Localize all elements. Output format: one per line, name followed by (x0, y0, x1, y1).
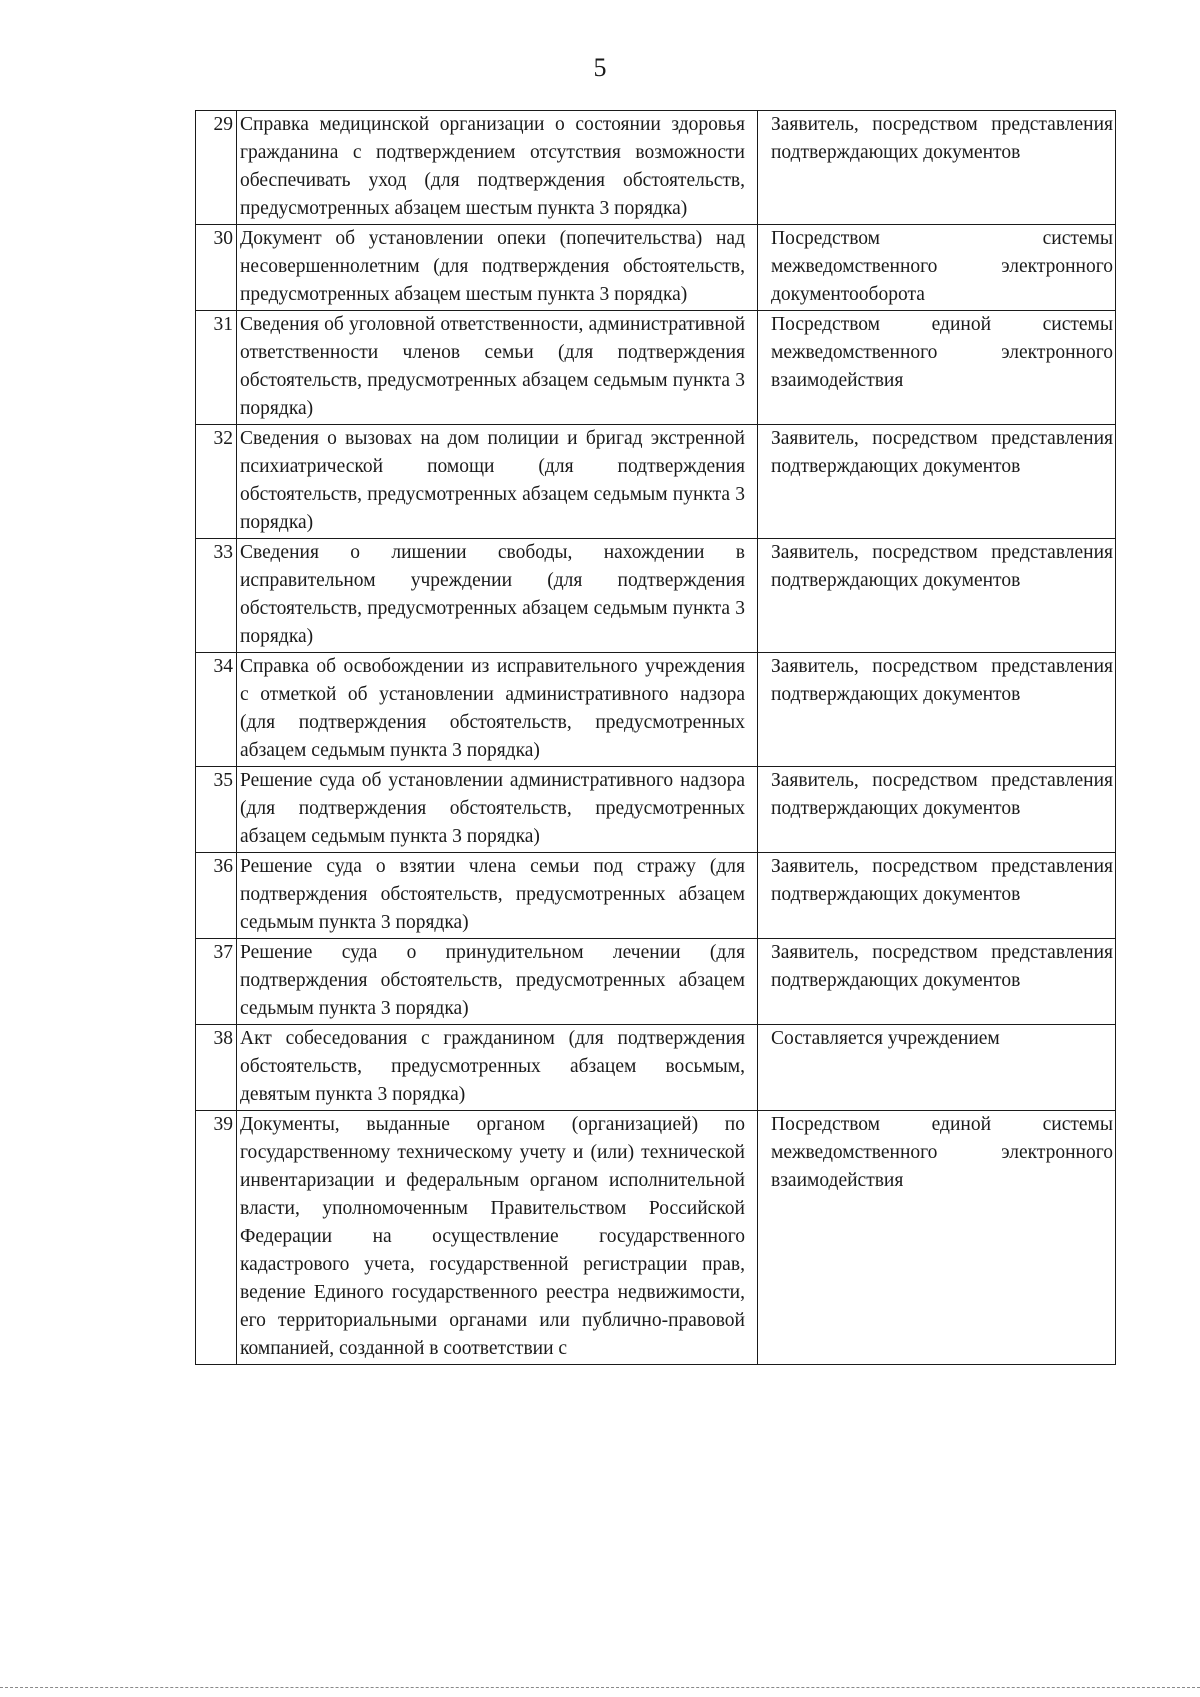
table-row (196, 539, 1116, 653)
document-name: Сведения об уголовной ответственности, административной ответственности членов семьи (для подтверждения обстоятельств, предусмотренных абзацем седьмым пункта 3 порядка) (237, 311, 758, 425)
submission-method: Заявитель, посредством представления подтверждающих документов (758, 539, 1116, 653)
submission-method: Заявитель, посредством представления подтверждающих документов (758, 939, 1116, 1025)
submission-method: Посредством единой системы межведомственного электронного взаимодействия (758, 311, 1116, 425)
table-row (196, 1111, 1116, 1365)
submission-method: Заявитель, посредством представления подтверждающих документов (758, 111, 1116, 225)
submission-method: Заявитель, посредством представления подтверждающих документов (758, 425, 1116, 539)
table-row (196, 853, 1116, 939)
row-number: 29 (196, 111, 237, 225)
row-number: 39 (196, 1111, 237, 1365)
scan-edge-divider (0, 1687, 1200, 1688)
document-name: Решение суда об установлении административного надзора (для подтверждения обстоятельств, предусмотренных абзацем седьмым пункта 3 порядка) (237, 767, 758, 853)
document-name: Справка об освобождении из исправительного учреждения с отметкой об установлении административного надзора (для подтверждения обстоятельств, предусмотренных абзацем седьмым пункта 3 порядка) (237, 653, 758, 767)
submission-method: Заявитель, посредством представления подтверждающих документов (758, 853, 1116, 939)
table-row (196, 653, 1116, 767)
document-name: Решение суда о принудительном лечении (для подтверждения обстоятельств, предусмотренных абзацем седьмым пункта 3 порядка) (237, 939, 758, 1025)
documents-table (195, 110, 1116, 1365)
submission-method: Составляется учреждением (758, 1025, 1116, 1111)
row-number: 35 (196, 767, 237, 853)
row-number: 34 (196, 653, 237, 767)
document-name: Документы, выданные органом (организацией) по государственному техническому учету и (или) технической инвентаризации и федеральным органом исполнительной власти, уполномоченным Правительством Российской Федерации на осуществление государственного кадастрового учета, государственной регистрации прав, ведение Единого государственного реестра недвижимости, его территориальными органами или публично-правовой компанией, созданной в соответствии с (237, 1111, 758, 1365)
submission-method: Посредством единой системы межведомственного электронного взаимодействия (758, 1111, 1116, 1365)
document-name: Сведения о вызовах на дом полиции и бригад экстренной психиатрической помощи (для подтверждения обстоятельств, предусмотренных абзацем седьмым пункта 3 порядка) (237, 425, 758, 539)
document-name: Справка медицинской организации о состоянии здоровья гражданина с подтверждением отсутствия возможности обеспечивать уход (для подтверждения обстоятельств, предусмотренных абзацем шестым пункта 3 порядка) (237, 111, 758, 225)
submission-method: Заявитель, посредством представления подтверждающих документов (758, 767, 1116, 853)
document-name: Решение суда о взятии члена семьи под стражу (для подтверждения обстоятельств, предусмотренных абзацем седьмым пункта 3 порядка) (237, 853, 758, 939)
table-row (196, 1025, 1116, 1111)
table-row (196, 939, 1116, 1025)
page-number: 5 (593, 53, 607, 82)
table-row (196, 225, 1116, 311)
submission-method: Заявитель, посредством представления подтверждающих документов (758, 653, 1116, 767)
row-number: 36 (196, 853, 237, 939)
row-number: 37 (196, 939, 237, 1025)
table-row (196, 311, 1116, 425)
document-name: Акт собеседования с гражданином (для подтверждения обстоятельств, предусмотренных абзацем восьмым, девятым пункта 3 порядка) (237, 1025, 758, 1111)
row-number: 38 (196, 1025, 237, 1111)
row-number: 33 (196, 539, 237, 653)
table-row (196, 111, 1116, 225)
document-name: Сведения о лишении свободы, нахождении в исправительном учреждении (для подтверждения обстоятельств, предусмотренных абзацем седьмым пункта 3 порядка) (237, 539, 758, 653)
row-number: 32 (196, 425, 237, 539)
row-number: 31 (196, 311, 237, 425)
submission-method: Посредством системы межведомственного электронного документооборота (758, 225, 1116, 311)
table-row (196, 425, 1116, 539)
document-name: Документ об установлении опеки (попечительства) над несовершеннолетним (для подтверждения обстоятельств, предусмотренных абзацем шестым пункта 3 порядка) (237, 225, 758, 311)
table-row (196, 767, 1116, 853)
row-number: 30 (196, 225, 237, 311)
